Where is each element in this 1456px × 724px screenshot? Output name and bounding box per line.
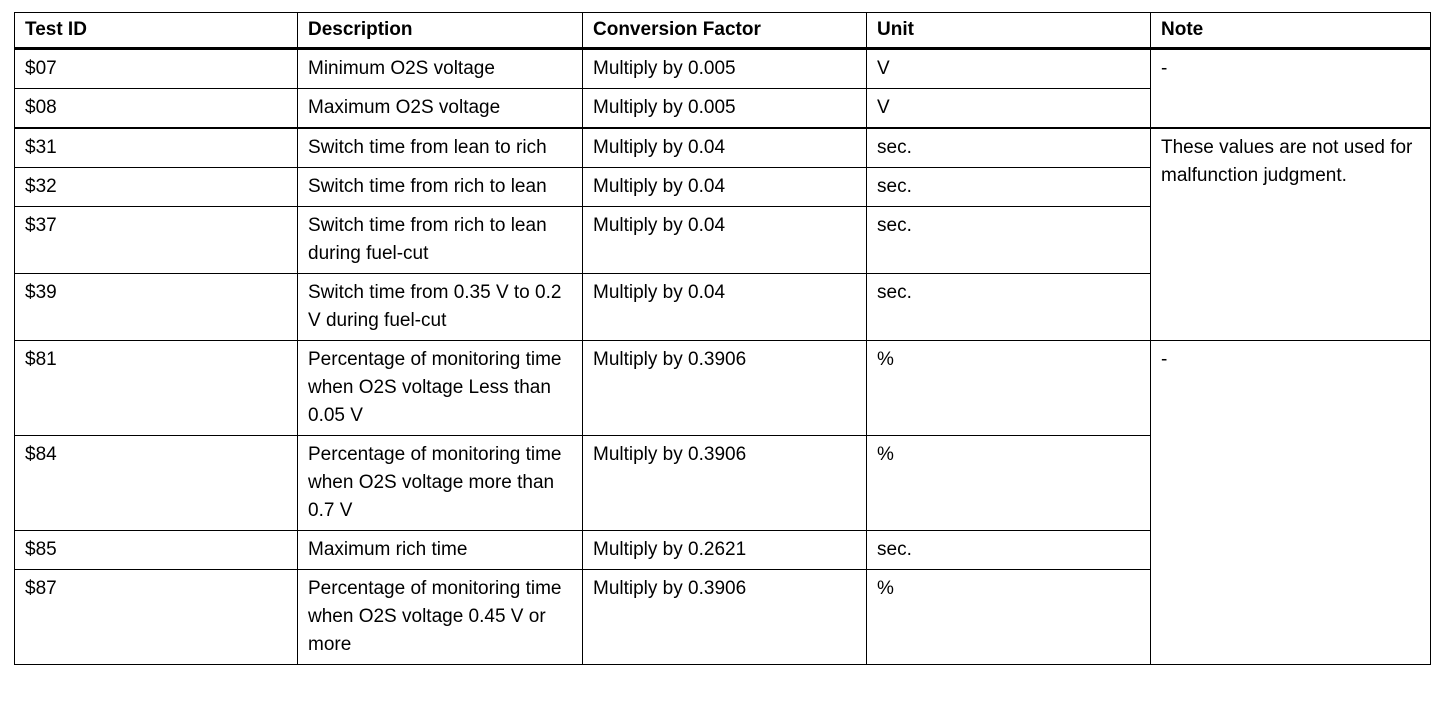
header-description: Description	[298, 13, 583, 49]
cell-test-id: $81	[15, 341, 298, 436]
cell-test-id: $87	[15, 570, 298, 665]
cell-description: Switch time from rich to lean during fuel-cut	[298, 207, 583, 274]
cell-unit: %	[867, 341, 1151, 436]
header-test-id: Test ID	[15, 13, 298, 49]
cell-description: Percentage of monitoring time when O2S voltage Less than 0.05 V	[298, 341, 583, 436]
cell-conversion-factor: Multiply by 0.3906	[583, 341, 867, 436]
header-conversion-factor: Conversion Factor	[583, 13, 867, 49]
cell-test-id: $08	[15, 89, 298, 129]
cell-description: Maximum O2S voltage	[298, 89, 583, 129]
cell-conversion-factor: Multiply by 0.3906	[583, 570, 867, 665]
cell-conversion-factor: Multiply by 0.2621	[583, 531, 867, 570]
cell-test-id: $32	[15, 168, 298, 207]
cell-unit: V	[867, 49, 1151, 89]
cell-unit: V	[867, 89, 1151, 129]
cell-note: These values are not used for malfunction judgment.	[1151, 128, 1431, 341]
cell-description: Percentage of monitoring time when O2S voltage 0.45 V or more	[298, 570, 583, 665]
cell-conversion-factor: Multiply by 0.04	[583, 168, 867, 207]
conversion-table	[14, 12, 1431, 665]
table-header-row	[15, 13, 1431, 49]
cell-description: Maximum rich time	[298, 531, 583, 570]
cell-conversion-factor: Multiply by 0.04	[583, 274, 867, 341]
header-note: Note	[1151, 13, 1431, 49]
cell-unit: sec.	[867, 207, 1151, 274]
cell-note: -	[1151, 49, 1431, 129]
cell-conversion-factor: Multiply by 0.04	[583, 207, 867, 274]
cell-test-id: $31	[15, 128, 298, 168]
cell-description: Minimum O2S voltage	[298, 49, 583, 89]
cell-unit: sec.	[867, 274, 1151, 341]
cell-description: Switch time from lean to rich	[298, 128, 583, 168]
cell-description: Switch time from 0.35 V to 0.2 V during fuel-cut	[298, 274, 583, 341]
table-row	[15, 128, 1431, 168]
cell-note: -	[1151, 341, 1431, 665]
table-row	[15, 49, 1431, 89]
cell-test-id: $85	[15, 531, 298, 570]
cell-test-id: $37	[15, 207, 298, 274]
cell-conversion-factor: Multiply by 0.005	[583, 49, 867, 89]
cell-conversion-factor: Multiply by 0.005	[583, 89, 867, 129]
cell-description: Percentage of monitoring time when O2S voltage more than 0.7 V	[298, 436, 583, 531]
header-unit: Unit	[867, 13, 1151, 49]
cell-description: Switch time from rich to lean	[298, 168, 583, 207]
cell-test-id: $39	[15, 274, 298, 341]
cell-unit: %	[867, 570, 1151, 665]
cell-unit: sec.	[867, 531, 1151, 570]
cell-conversion-factor: Multiply by 0.3906	[583, 436, 867, 531]
cell-test-id: $07	[15, 49, 298, 89]
cell-unit: %	[867, 436, 1151, 531]
cell-test-id: $84	[15, 436, 298, 531]
cell-conversion-factor: Multiply by 0.04	[583, 128, 867, 168]
cell-unit: sec.	[867, 168, 1151, 207]
table-row	[15, 341, 1431, 436]
cell-unit: sec.	[867, 128, 1151, 168]
